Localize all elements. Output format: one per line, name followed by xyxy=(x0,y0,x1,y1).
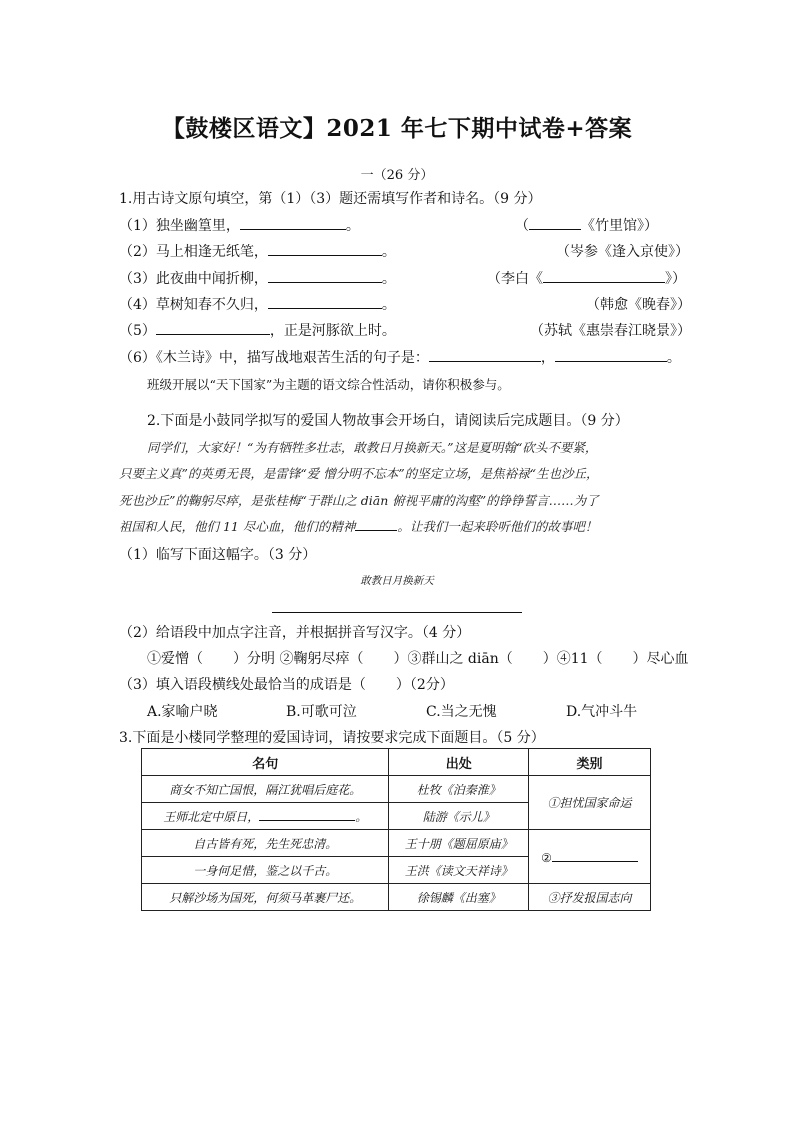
q1-3-src-pre: （李白《 xyxy=(487,271,543,287)
q1-5-blank[interactable] xyxy=(156,322,270,335)
poem-source: 徐锡麟《出塞》 xyxy=(389,884,529,911)
q1-1-blank[interactable] xyxy=(240,217,346,230)
q2-sub2: （2）给语段中加点字注音，并根据拼音写汉字。（4 分） xyxy=(119,625,471,641)
q1-line-2 xyxy=(119,241,396,261)
q1-4-source: （韩愈《晚春》） xyxy=(586,297,691,313)
q1-1-num: （1） xyxy=(119,218,156,234)
q1-1-src-post: 《竹里馆》） xyxy=(581,218,658,234)
poem-source: 王洪《读文天祥诗》 xyxy=(389,857,529,884)
poem-line-blank[interactable] xyxy=(259,808,355,821)
q2-copy-line[interactable] xyxy=(272,612,522,613)
category-1: ①担忧国家命运 xyxy=(529,776,651,830)
q1-line-1 xyxy=(119,215,360,235)
q2-passage-line-4 xyxy=(119,517,597,535)
q1-3-title-blank[interactable] xyxy=(543,270,665,283)
section-heading: 一（26 分） xyxy=(360,168,434,183)
q1-6-blank-a[interactable] xyxy=(429,349,541,362)
poem-line-end: 。 xyxy=(355,809,368,824)
category-2 xyxy=(529,830,651,884)
q1-2-num: （2） xyxy=(119,244,156,260)
q1-2-source: （岑参《逢入京使》） xyxy=(556,244,689,260)
q1-line-3 xyxy=(119,268,396,288)
q2-option-a: A.家喻户晓 xyxy=(147,704,218,720)
q1-5-source: （苏轼《惠崇春江晓景》） xyxy=(530,323,691,339)
q2-option-d: D.气冲斗牛 xyxy=(566,704,638,720)
q1-4-text: 草树知春不久归， xyxy=(155,297,268,313)
q2-option-c: C.当之无愧 xyxy=(426,704,497,720)
q2-option-b: B.可歌可泣 xyxy=(286,704,357,720)
q1-3-num: （3） xyxy=(119,271,156,287)
poem-source: 陆游《示儿》 xyxy=(389,803,529,830)
q1-line-5 xyxy=(119,320,396,340)
q1-2-end: 。 xyxy=(381,244,396,260)
category-2-blank[interactable] xyxy=(552,849,638,862)
q2-calligraphy-sample: 敢教日月换新天 xyxy=(360,575,434,587)
q2-passage-line-3: 死也沙丘”的鞠躬尽瘁，是张桂梅“于群山之 diān 俯视平庸的沟壑”的铮铮誓言……为了 xyxy=(119,493,599,508)
q1-6-text: （6）《木兰诗》中，描写战地艰苦生活的句子是： xyxy=(119,350,429,366)
header-source: 出处 xyxy=(389,749,529,776)
header-line: 名句 xyxy=(142,749,389,776)
table-header-row xyxy=(142,749,651,776)
q1-1-end: 。 xyxy=(345,218,360,234)
q1-3-src-post: 》） xyxy=(665,271,686,287)
q2-sub3-end: ）（2分） xyxy=(395,677,454,693)
q2-passage-line-2: 只要主义真”的英勇无畏，是雷锋“爱 憎分明不忘本”的坚定立场，是焦裕禄“生也沙丘， xyxy=(119,466,599,481)
table-row xyxy=(142,884,651,911)
q2-passage-line-1: 同学们，大家好！“为有牺牲多壮志，敢教日月换新天。”这是夏明翰“砍头不要紧， xyxy=(147,440,598,455)
q2-item-5: ）尽心血 xyxy=(632,651,689,667)
q2-item-3: ）③群山之 diān（ xyxy=(393,651,513,667)
q1-3-end: 。 xyxy=(381,271,396,287)
q2-item-1: ①爱憎（ xyxy=(147,651,203,667)
q2-sub2-items xyxy=(147,648,689,668)
q2-passage-4b: 。让我们一起来聆听他们的故事吧！ xyxy=(397,519,598,534)
q1-4-num: （4） xyxy=(119,297,156,313)
q1-4-blank[interactable] xyxy=(268,296,382,309)
q3-stem: 3.下面是小楼同学整理的爱国诗词，请按要求完成下面题目。（5 分） xyxy=(119,730,545,746)
q2-sub3-text: （3）填入语段横线处最恰当的成语是（ xyxy=(119,677,366,693)
q1-line-4 xyxy=(119,294,396,314)
header-category: 类别 xyxy=(529,749,651,776)
q1-6-mid: ， xyxy=(540,350,555,366)
poem-line-pre: 王师北定中原日， xyxy=(163,809,260,824)
activity-intro: 班级开展以“天下国家”为主题的语文综合性活动，请你积极参与。 xyxy=(147,377,510,392)
q1-2-blank[interactable] xyxy=(268,243,382,256)
q2-item-2: ）分明 ②鞠躬尽瘁（ xyxy=(233,651,364,667)
q2-sub1: （1）临写下面这幅字。（3 分） xyxy=(119,547,317,563)
poem-line: 商女不知亡国恨，隔江犹唱后庭花。 xyxy=(142,776,389,803)
q1-3-blank[interactable] xyxy=(268,270,382,283)
q1-3-text: 此夜曲中闻折柳， xyxy=(155,271,268,287)
q1-1-src-pre: （ xyxy=(515,218,529,234)
category-3: ③抒发报国志向 xyxy=(529,884,651,911)
q1-1-text: 独坐幽篁里， xyxy=(155,218,240,234)
poem-line xyxy=(142,803,389,830)
q1-5-num: （5） xyxy=(119,323,156,339)
q1-5-text: ，正是河豚欲上时。 xyxy=(269,323,396,339)
poem-line: 自古皆有死，先生死忠清。 xyxy=(142,830,389,857)
q2-passage-4a: 祖国和人民，他们 11 尽心血，他们的精神 xyxy=(119,519,356,534)
q1-4-end: 。 xyxy=(381,297,396,313)
poem-line: 一身何足惜，鉴之以千古。 xyxy=(142,857,389,884)
poem-table xyxy=(141,748,651,911)
q1-6-blank-b[interactable] xyxy=(555,349,667,362)
q2-sub3 xyxy=(119,674,454,694)
table-row xyxy=(142,830,651,857)
q2-idiom-blank[interactable] xyxy=(355,518,397,531)
q1-1-author-blank[interactable] xyxy=(529,217,581,230)
poem-line: 只解沙场为国死，何须马革裹尸还。 xyxy=(142,884,389,911)
q1-6-end: 。 xyxy=(666,350,681,366)
q2-item-4: ）④11（ xyxy=(542,651,603,667)
q1-line-6 xyxy=(119,347,681,367)
poem-source: 杜牧《泊秦淮》 xyxy=(389,776,529,803)
q1-1-source xyxy=(515,215,658,235)
poem-source: 王十朋《题屈原庙》 xyxy=(389,830,529,857)
q1-stem: 1.用古诗文原句填空，第（1）（3）题还需填写作者和诗名。（9 分） xyxy=(119,191,542,207)
q2-stem: 2.下面是小鼓同学拟写的爱国人物故事会开场白，请阅读后完成题目。（9 分） xyxy=(147,413,629,429)
category-2-label: ② xyxy=(541,850,552,865)
q1-3-source xyxy=(487,268,686,288)
table-row xyxy=(142,776,651,803)
page-title: 【鼓楼区语文】2021 年七下期中试卷+答案 xyxy=(161,115,633,142)
q1-2-text: 马上相逢无纸笔， xyxy=(155,244,268,260)
